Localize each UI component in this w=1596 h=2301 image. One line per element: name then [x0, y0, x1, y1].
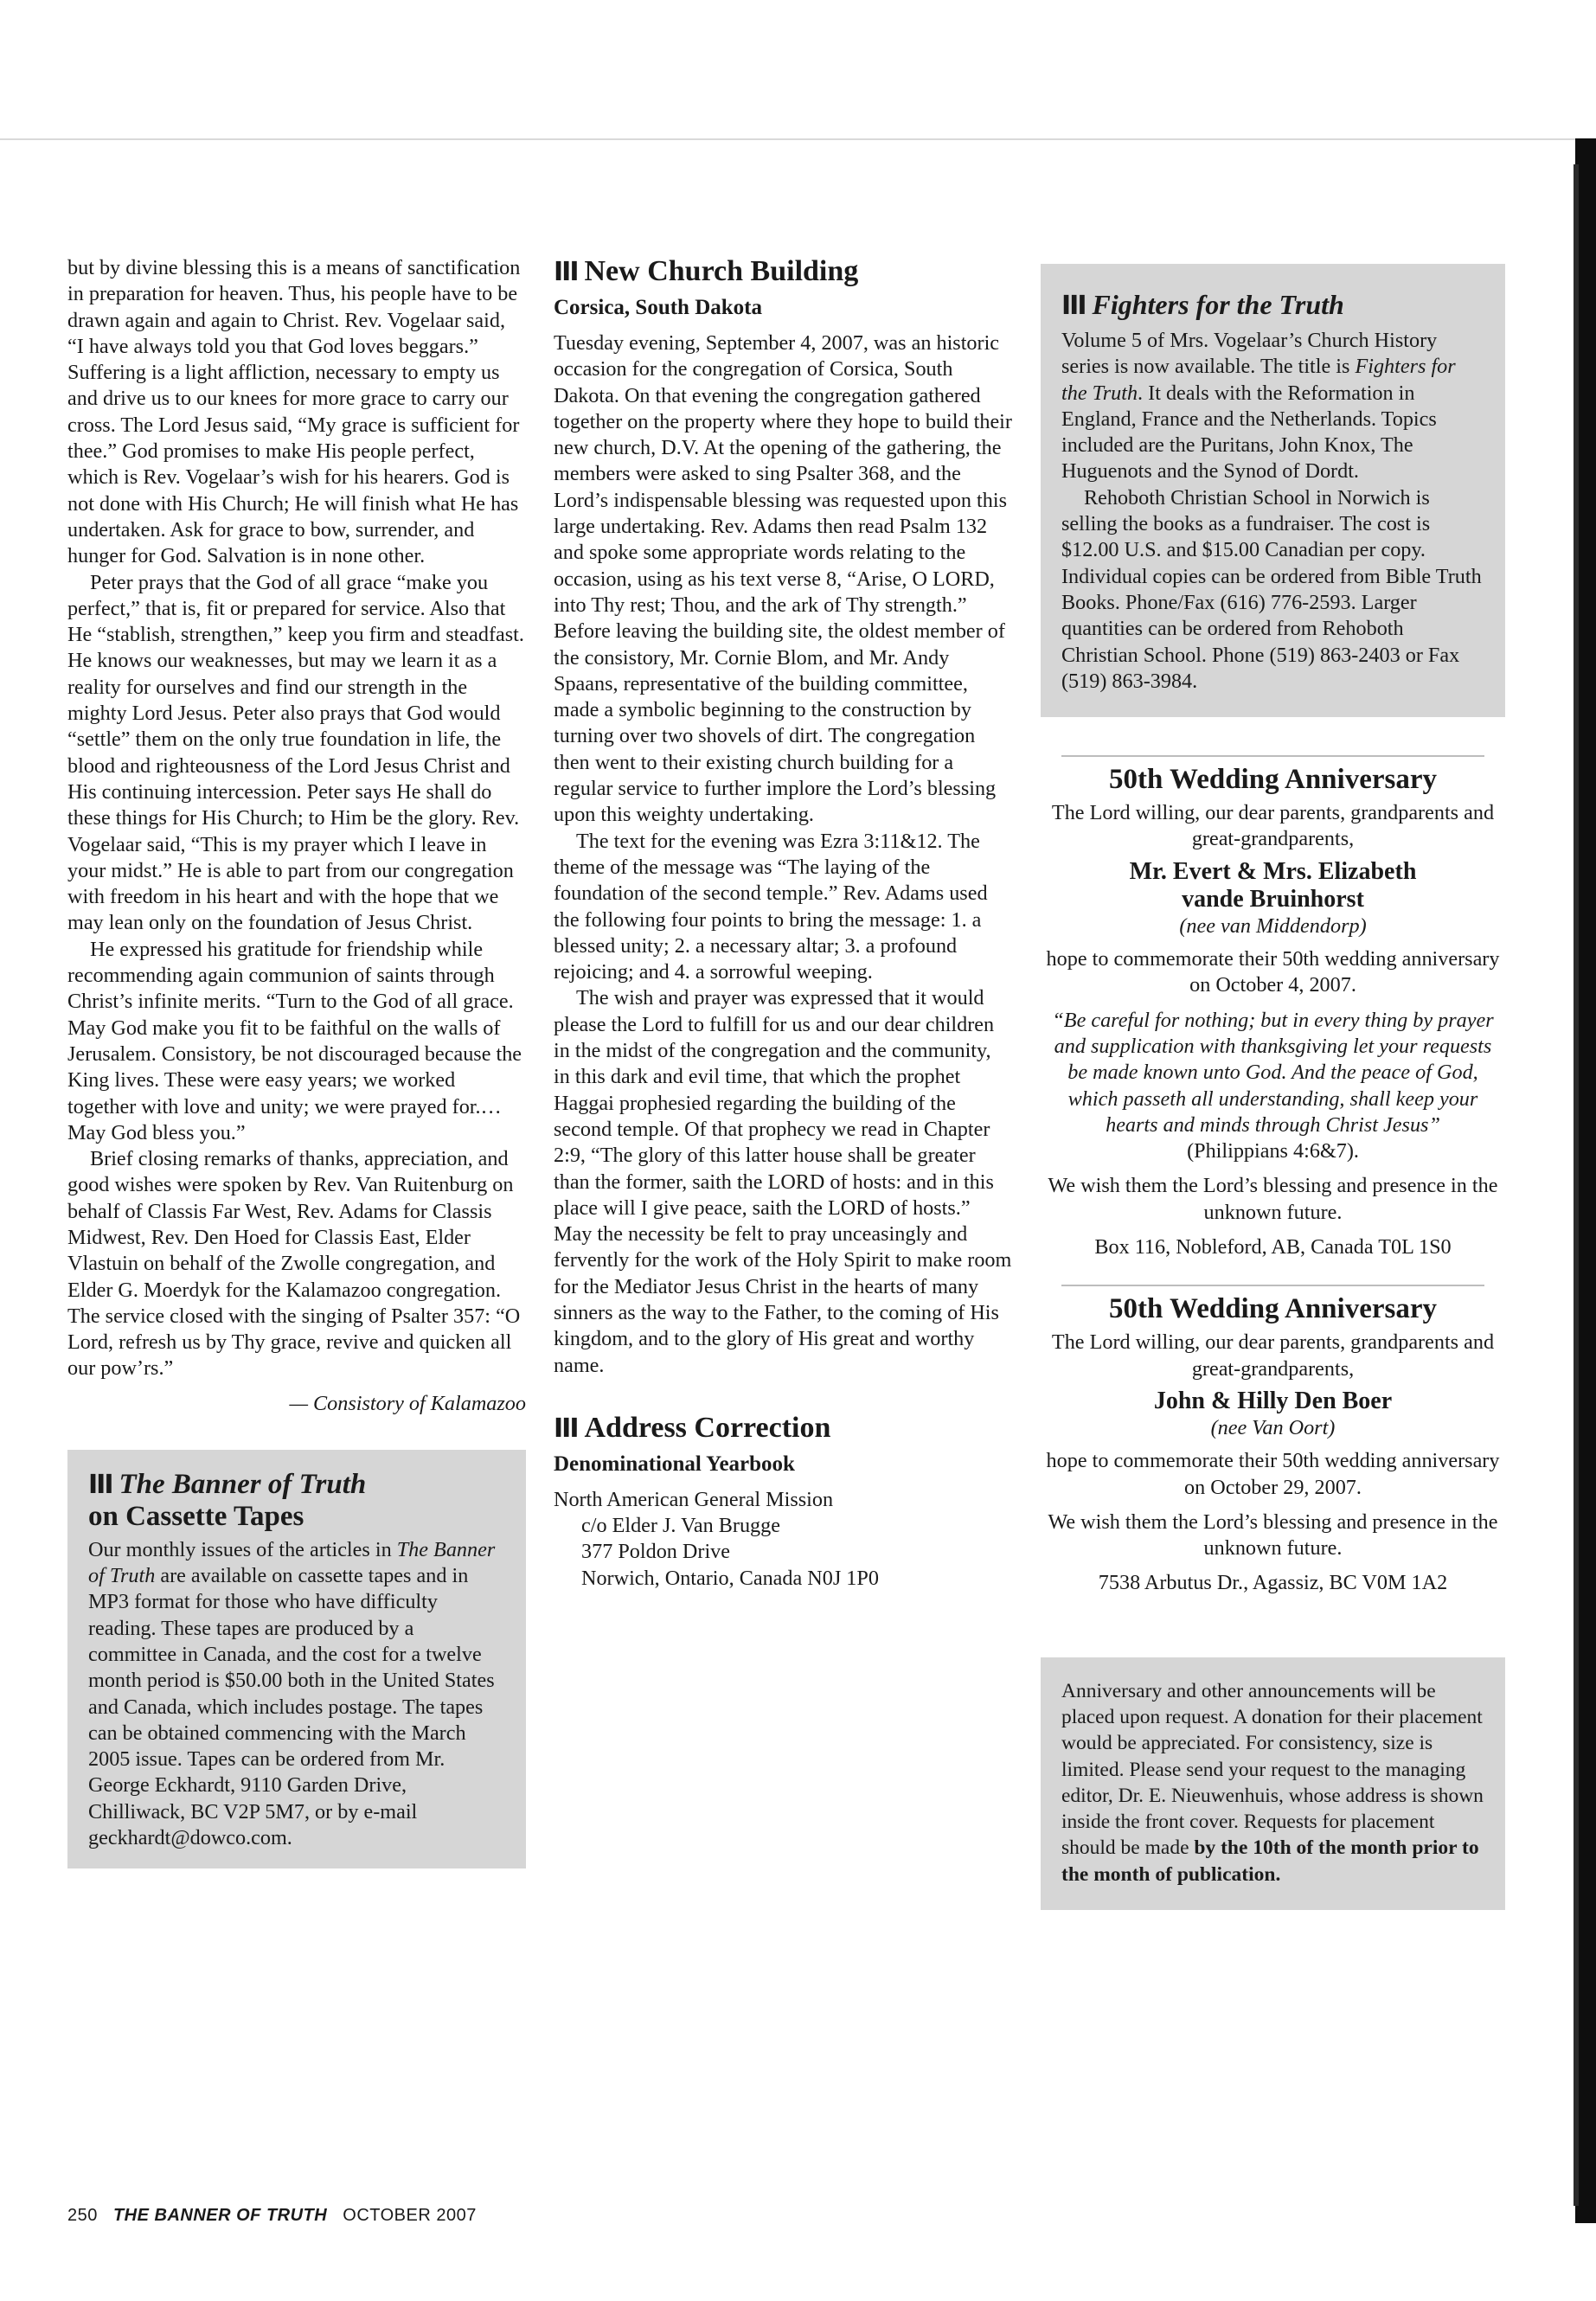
scripture-ref: (Philippians 4:6&7).	[1187, 1139, 1359, 1163]
paragraph: Peter prays that the God of all grace “make you perfect,” that is, fit or prepared for service. Also that He “stablish, strengthen,” keep you firm and steadfast. He knows our weaknesses, but may we learn it as a reality for ourselves and find our strength in the mighty Lord Jesus. Peter also prays that God would “settle” them on the only true foundation in life, the blood and righteousness of the Lord Jesus Christ and His continuing intercession. Peter says He shall do these things for His Church; to Him be the glory. Rev. Vogelaar said, “This is my prayer which I leave in your midst.” He is able to part from our congregation with freedom in his heart and with the hope that we may lean only on the foundation of Jesus Christ.	[67, 570, 524, 935]
section-subheading: Denominational Yearbook	[554, 1452, 795, 1476]
section-bars-icon: III	[554, 1413, 578, 1444]
anniversary-notice	[1041, 1285, 1505, 1596]
nee-line: (nee van Middendorp)	[1179, 913, 1367, 938]
anniversary-address: 7538 Arbutus Dr., Agassiz, BC V0M 1A2	[1098, 1571, 1448, 1595]
paragraph: Brief closing remarks of thanks, appreciation, and good wishes were spoken by Rev. Van Ruitenburg on behalf of Classis Far West, Rev. Adams for Classis Midwest, Rev. Den Hoed for Classis East, Elder Vlastuin on behalf of the Zwolle congregation, and Elder G. Moerdyk for the Kalamazoo congregation. The service closed with the singing of Psalter 357: “O Lord, refresh us by Thy grace, revive and quicken all our pow’rs.”	[67, 1147, 521, 1381]
box-title	[1061, 288, 1484, 323]
announcements-notice-box	[1041, 1657, 1505, 1910]
box-title-text: Fighters for the Truth	[1092, 289, 1344, 320]
paragraph: Tuesday evening, September 4, 2007, was an historic occasion for the congregation of Corsica, South Dakota. On that evening the congregation gathered together on the property where they hope to build their new church, D.V. At the opening of the gathering, the members were asked to sing Psalter 368, and the Lord’s indispensable blessing was requested upon this large undertaking. Rev. Adams then read Psalm 132 and spoke some appropriate words relating to the occasion, using as his text verse 8, “Arise, O LORD, into Thy rest; Thou, and the ark of Thy strength.” Before leaving the building site, the oldest member of the consistory, Mr. Cornie Blom, and Mr. Andy Spaans, representative of the building committee, made a symbolic beginning to the construction by turning over two shovels of dirt. The congregation then went to their existing church building for a regular service to further implore the Lord’s blessing upon this weighty undertaking.	[554, 331, 1012, 827]
section-heading	[554, 255, 1012, 289]
anniversary-address: Box 116, Nobleford, AB, Canada T0L 1S0	[1094, 1235, 1452, 1259]
section-bars-icon: III	[1061, 291, 1086, 321]
address-line: 377 Poldon Drive	[581, 1540, 730, 1564]
fighters-box	[1041, 264, 1505, 717]
page-number: 250	[67, 2206, 98, 2225]
magazine-title: THE BANNER OF TRUTH	[112, 2206, 328, 2225]
section-bars-icon: III	[554, 257, 578, 287]
couple-name: vande Bruinhorst	[1182, 885, 1364, 913]
couple-name: Mr. Evert & Mrs. Elizabeth	[1129, 857, 1417, 885]
box-text: Rehoboth Christian School in Norwich is selling the books as a fundraiser. The cost is $12.00 U.S. and $15.00 Canadian per copy. Individual copies can be ordered from Bible Truth Books. Phone/Fax (616) 776-2593. Larger quantities can be ordered from Rehoboth Christian School. Phone (519) 863-2403 or Fax (519) 863-3984.	[1061, 485, 1482, 693]
box-title-italic: The Banner of Truth	[119, 1468, 367, 1500]
box-text: Our monthly issues of the articles in The Banner of Truth are available on cassette tapes and in MP3 format for those who have difficulty reading. These tapes are produced by a committee in Canada, and the cost for a twelve month period is $50.00 both in the United States and Canada, which includes postage. The tapes can be obtained commencing with the March 2005 issue. Tapes can be ordered from Mr. George Eckhardt, 9110 Garden Drive, Chilliwack, BC V2P 5M7, or by e-mail geckhardt@dowco.com.	[88, 1537, 496, 1850]
address-line: Norwich, Ontario, Canada N0J 1P0	[581, 1566, 879, 1590]
top-rule	[0, 138, 1596, 140]
cassette-tapes-box	[67, 1450, 526, 1869]
section-subheading: Corsica, South Dakota	[554, 296, 762, 319]
anniversary-title: 50th Wedding Anniversary	[1061, 755, 1484, 797]
anniversary-notice	[1041, 755, 1505, 1260]
nee-line: (nee Van Oort)	[1210, 1415, 1336, 1439]
paragraph: but by divine blessing this is a means of sanctification in preparation for heaven. Thus, his people have to be drawn again and again to Christ. Rev. Vogelaar said, “I have always told you that God loves beggars.” Suffering is a light affliction, necessary to empty us and drive us to our knees for more grace to carry our cross. The Lord Jesus said, “My grace is sufficient for thee.” God promises to make His people perfect, which is Rev. Vogelaar’s wish for his hearers. God is not done with His Church; He will finish what He has undertaken. Ask for grace to bow, surrender, and hunger for God. Salvation is in none other.	[67, 256, 521, 568]
box-title-line2: on Cassette Tapes	[88, 1500, 304, 1532]
paragraph: The wish and prayer was expressed that it would please the Lord to fulfill for us and our dear children in the midst of the congregation and the community, in this dark and evil time, that which the prophet Haggai prophesied regarding the building of the second temple. Of that prophecy we read in Chapter 2:9, “The glory of this latter house shall be greater than the former, saith the LORD of hosts: and in this place will I give peace, saith the LORD of hosts.” May the necessity be felt to pray unceasingly and fervently for the work of the Holy Spirit to make room for the Mediator Jesus Christ in the hearts of many sinners as the way to the Father, to the coming of His kingdom, and to the glory of His great and worthy name.	[554, 986, 1012, 1377]
section-heading	[554, 1412, 1012, 1445]
section-bars-icon: III	[88, 1469, 112, 1500]
paragraph: He expressed his gratitude for friendship while recommending again communion of saints through Christ’s infinite merits. “Turn to the God of all grace. May God make you fit to be faithful on the walls of Jerusalem. Consistory, be not discouraged because the King lives. These were easy years; we worked together with love and unity; we were prayed for.…May God bless you.”	[67, 937, 522, 1144]
anniversary-title: 50th Wedding Anniversary	[1061, 1285, 1484, 1326]
box-text: Volume 5 of Mrs. Vogelaar’s Church History series is now available. The title is Fighters for the Truth. It deals with the Reformation in England, France and the Netherlands. Topics included are the Puritans, John Knox, The Huguenots and the Synod of Dordt.	[1061, 329, 1456, 484]
page-footer	[67, 2206, 477, 2226]
box-title	[88, 1469, 505, 1532]
column-right	[1041, 264, 1505, 1910]
box-text: Anniversary and other announcements will be placed upon request. A donation for their placement would be appreciated. For consistency, size is limited. Please send your request to the managing editor, Dr. E. Nieuwenhuis, whose address is shown inside the front cover. Requests for placement should be made by the 10th of the month prior to the month of publication.	[1061, 1679, 1484, 1886]
address-correction	[554, 1412, 1012, 1592]
anniversary-hope: hope to commemorate their 50th wedding anniversary on October 29, 2007.	[1046, 1449, 1500, 1499]
column-middle	[554, 255, 1012, 1592]
anniversary-wish: We wish them the Lord’s blessing and presence in the unknown future.	[1048, 1509, 1498, 1561]
paragraph: The text for the evening was Ezra 3:11&12. The theme of the message was “The laying of the foundation of the second temple.” Rev. Adams used the following four points to bring the message: 1. a blessed unity; 2. a necessary altar; 3. a profound rejoicing; and 4. a sorrowful weeping.	[554, 829, 988, 984]
heading-text: Address Correction	[584, 1411, 831, 1444]
column-left	[67, 255, 526, 1868]
scripture-verse: “Be careful for nothing; but in every thing by prayer and supplication with thanksgiving let your requests be made known unto God. And the peace of God, which passeth all understanding, shall keep your hearts and minds through Christ Jesus”	[1052, 1008, 1494, 1137]
scan-edge-shadow	[1574, 164, 1579, 2206]
signature: — Consistory of Kalamazoo	[289, 1391, 526, 1415]
address-line: North American General Mission	[554, 1487, 834, 1511]
address-line: c/o Elder J. Van Brugge	[581, 1514, 780, 1538]
anniversary-intro: The Lord willing, our dear parents, grandparents and great-grandparents,	[1051, 801, 1495, 851]
couple-name: John & Hilly Den Boer	[1153, 1387, 1393, 1414]
anniversary-wish: We wish them the Lord’s blessing and presence in the unknown future.	[1048, 1174, 1498, 1224]
heading-text: New Church Building	[584, 255, 859, 287]
issue-date: OCTOBER 2007	[343, 2206, 477, 2225]
anniversary-hope: hope to commemorate their 50th wedding anniversary on October 4, 2007.	[1046, 947, 1500, 997]
anniversary-intro: The Lord willing, our dear parents, grandparents and great-grandparents,	[1051, 1330, 1495, 1381]
